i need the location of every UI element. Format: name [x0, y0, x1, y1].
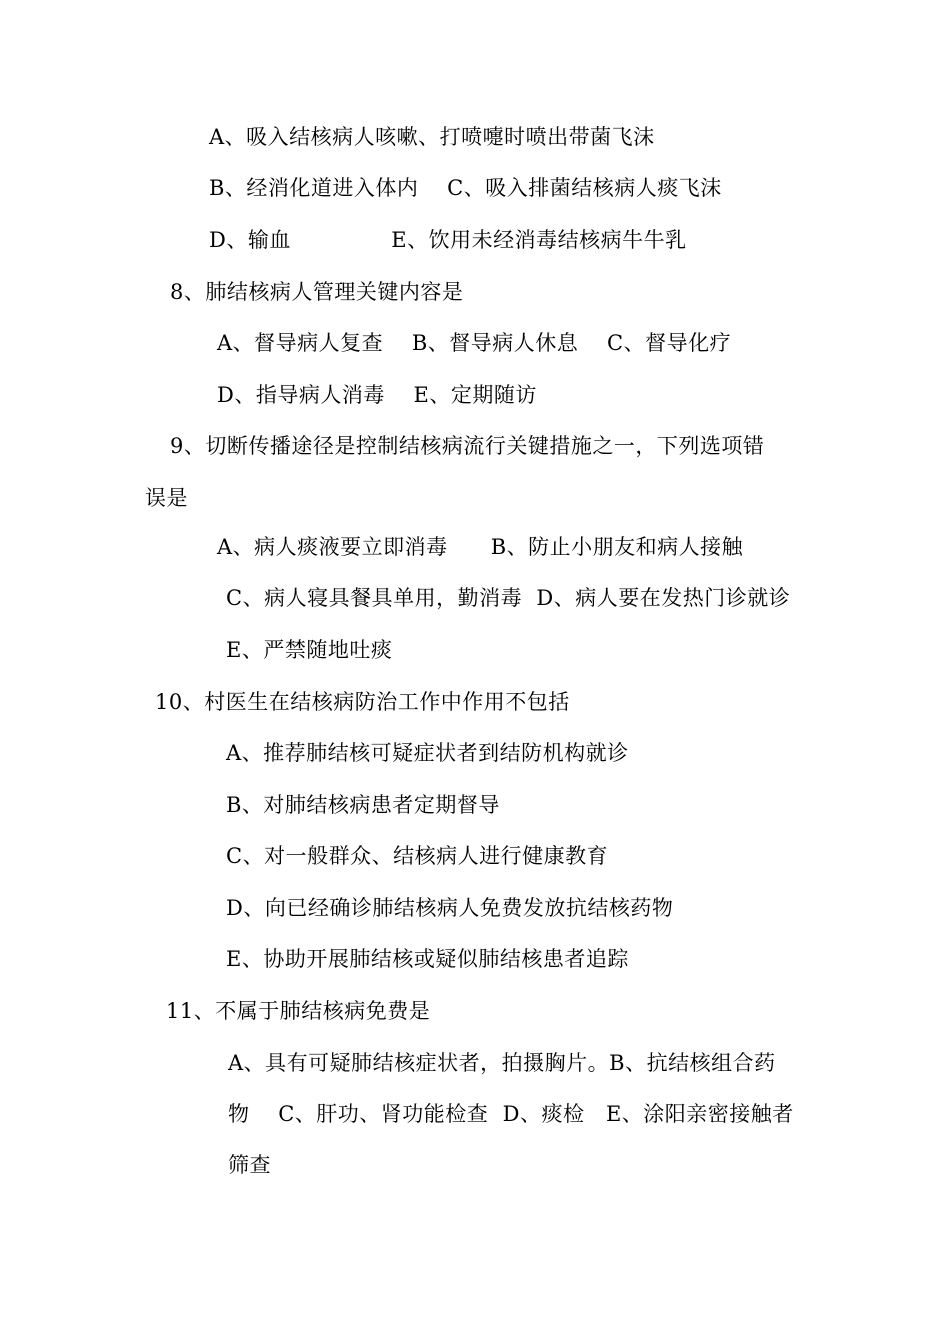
- q9-option-e: E、严禁随地吐痰: [226, 638, 393, 662]
- q8-options-d-e: D、指导病人消毒 E、定期随访: [217, 383, 537, 407]
- q9-question-continued: 误是: [145, 486, 188, 510]
- q7-option-a: A、吸入结核病人咳嗽、打喷嚏时喷出带菌飞沫: [209, 125, 655, 149]
- q11-question: 11、不属于肺结核病免费是: [166, 999, 431, 1023]
- q10-option-a: A、推荐肺结核可疑症状者到结防机构就诊: [226, 741, 629, 765]
- q10-option-b: B、对肺结核病患者定期督导: [226, 793, 500, 817]
- q8-question: 8、肺结核病人管理关键内容是: [170, 280, 464, 304]
- q10-question: 10、村医生在结核病防治工作中作用不包括: [155, 690, 570, 714]
- q9-options-c-d: C、病人寝具餐具单用，勤消毒 D、病人要在发热门诊就诊: [226, 586, 791, 610]
- q10-option-d: D、向已经确诊肺结核病人免费发放抗结核药物: [226, 896, 674, 920]
- q10-option-c: C、对一般群众、结核病人进行健康教育: [226, 844, 609, 868]
- q11-options-a-b: A、具有可疑肺结核症状者，拍摄胸片。B、抗结核组合药: [228, 1051, 776, 1075]
- q11-options-c-d-e: 物 C、肝功、肾功能检查 D、痰检 E、涂阳亲密接触者: [228, 1102, 794, 1126]
- q7-options-d-e: D、输血 E、饮用未经消毒结核病牛牛乳: [209, 228, 687, 252]
- q9-options-a-b: A、病人痰液要立即消毒 B、防止小朋友和病人接触: [217, 535, 744, 559]
- q10-option-e: E、协助开展肺结核或疑似肺结核患者追踪: [226, 947, 629, 971]
- q11-options-continued: 筛查: [228, 1153, 271, 1177]
- q7-options-b-c: B、经消化道进入体内 C、吸入排菌结核病人痰飞沫: [209, 176, 722, 200]
- q8-options-a-b-c: A、督导病人复查 B、督导病人休息 C、督导化疗: [217, 331, 732, 355]
- q9-question: 9、切断传播途径是控制结核病流行关键措施之一，下列选项错: [170, 434, 765, 458]
